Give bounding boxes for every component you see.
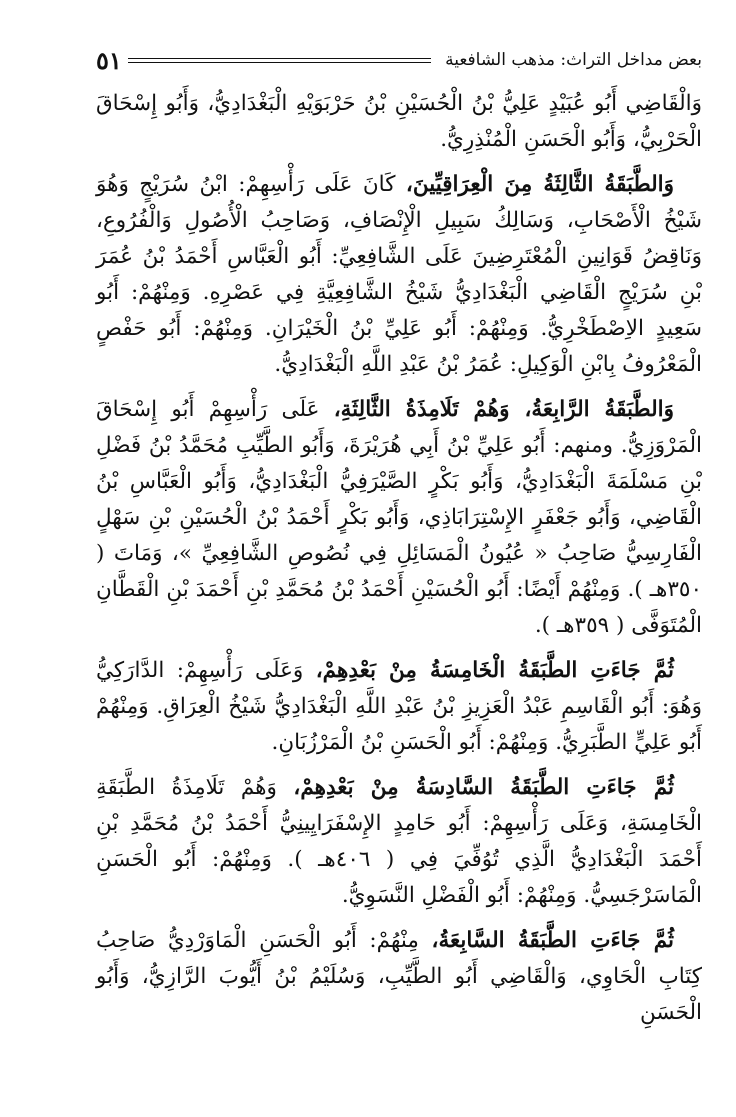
header-rule <box>128 58 431 63</box>
paragraph-2 <box>96 167 702 383</box>
paragraph-text: وَعَلَى رَأْسِهِمْ: الدَّارَكِيُّ وَهُوَ: أَبُو الْقَاسِمِ عَبْدُ الْعَزِيزِ بْنُ عَبْدِ اللَّهِ الْبَغْدَادِيُّ شَيْخُ الْعِرَاقِ. وَمِنْهُمْ أَبُو عَلِيٍّ الطَّبَرِيُّ. وَمِنْهُمْ: أَبُو الْحَسَنِ بْنُ الْمَرْزُبَانِ. <box>96 658 702 755</box>
page-number: ٥١ <box>96 45 122 75</box>
paragraph-lead: ثُمَّ جَاءَتِ الطَّبَقَةُ السَّادِسَةُ مِنْ بَعْدِهِمْ، <box>293 775 674 800</box>
paragraph-6 <box>96 923 702 1031</box>
paragraph-text: عَلَى رَأْسِهِمْ أَبُو إِسْحَاقَ الْمَرْوَزِيُّ. ومنهم: أَبُو عَلِيِّ بْنُ أَبِي هُرَيْرَةَ، وَأَبُو الطَّيِّبِ مُحَمَّدُ بْنُ فَضْلِ بْنِ مَسْلَمَةَ الْبَغْدَادِيُّ، وَأَبُو بَكْرٍ الصَّيْرَفِيُّ الْبَغْدَادِيُّ، وَأَبُو الْعَبَّاسِ بْنُ الْقَاضِي، وَأَبُو جَعْفَرٍ الإِسْتِرَابَاذِي، وَأَبُو بَكْرٍ أَحْمَدُ بْنُ الْحُسَيْنِ بْنِ سَهْلٍ الْفَارِسِيُّ صَاحِبُ « عُيُونُ الْمَسَائِلِ فِي نُصُوصِ الشَّافِعِيِّ »، وَمَاتَ ( ٣٥٠هـ ). وَمِنْهُمْ أَيْضًا: أَبُو الْحُسَيْنِ أَحْمَدُ بْنُ مُحَمَّدِ بْنِ أَحْمَدَ بْنِ الْقَطَّانِ الْمُتَوَفَّى ( ٣٥٩هـ ). <box>96 397 702 638</box>
paragraph-3 <box>96 392 702 644</box>
paragraph-lead: وَالطَّبَقَةُ الرَّابِعَةُ، وَهُمْ تَلَامِذَةُ الثَّالِثَةِ، <box>333 397 674 422</box>
paragraph-lead: ثُمَّ جَاءَتِ الطَّبَقَةُ الْخَامِسَةُ مِنْ بَعْدِهِمْ، <box>315 658 675 683</box>
page-body <box>96 86 702 1097</box>
paragraph-lead: ثُمَّ جَاءَتِ الطَّبَقَةُ السَّابِعَةُ، <box>431 928 674 953</box>
paragraph-text: كَانَ عَلَى رَأْسِهِمْ: ابْنُ سُرَيْجٍ وَهُوَ شَيْخُ الْأَصْحَابِ، وَسَالِكُ سَبِيلِ الْإِنْصَافِ، وَصَاحِبُ الْأُصُولِ وَالْفُرُوعِ، وَنَاقِضُ قَوَانِينِ الْمُعْتَرِضِينَ عَلَى الشَّافِعِيِّ: أَبُو الْعَبَّاسِ أَحْمَدُ بْنُ عُمَرَ بْنِ سُرَيْجٍ الْقَاضِي الْبَغْدَادِيُّ شَيْخُ الشَّافِعِيَّةِ فِي عَصْرِهِ. وَمِنْهُمْ: أَبُو سَعِيدٍ الاِصْطَخْرِيُّ. وَمِنْهُمْ: أَبُو عَلِيِّ بْنُ الْخَيْرَانِ. وَمِنْهُمْ: أَبُو حَفْصٍ الْمَعْرُوفُ بِابْنِ الْوَكِيلِ: عُمَرُ بْنُ عَبْدِ اللَّهِ الْبَغْدَادِيُّ. <box>96 172 702 377</box>
page-header <box>96 42 702 78</box>
paragraph-1 <box>96 86 702 158</box>
paragraph-text: وَهُمْ تَلَامِذَةُ الطَّبَقَةِ الْخَامِسَةِ، وَعَلَى رَأْسِهِمْ: أَبُو حَامِدٍ الإِسْفَرَايِينِيُّ أَحْمَدُ بْنُ مُحَمَّدِ بْنِ أَحْمَدَ الْبَغْدَادِيُّ الَّذِي تُوُفِّيَ فِي ( ٤٠٦هـ ). وَمِنْهُمْ: أَبُو الْحَسَنِ الْمَاسَرْجَسِيُّ. وَمِنْهُمْ: أَبُو الْفَضْلِ النَّسَوِيُّ. <box>96 775 703 908</box>
paragraph-5 <box>96 770 702 914</box>
paragraph-lead: وَالطَّبَقَةُ الثَّالِثَةُ مِنَ الْعِرَاقِيِّينَ، <box>405 172 674 197</box>
paragraph-text: وَالْقَاضِي أَبُو عُبَيْدٍ عَلِيُّ بْنُ الْحُسَيْنِ بْنُ حَرْبَوَيْهِ الْبَغْدَادِيُّ، وَأَبُو إِسْحَاقَ الْحَرْبِيُّ، وَأَبُو الْحَسَنِ الْمُنْذِرِيُّ. <box>96 91 702 152</box>
running-title: بعض مداخل التراث: مذهب الشافعية <box>445 50 702 70</box>
paragraph-4 <box>96 653 702 761</box>
paragraph-text: مِنْهُمْ: أَبُو الْحَسَنِ الْمَاوَرْدِيُّ صَاحِبُ كِتَابِ الْحَاوِي، وَالْقَاضِي أَبُو الطَّيِّبِ، وَسُلَيْمُ بْنُ أَيُّوبَ الرَّازِيُّ، وَأَبُو الْحَسَنِ <box>96 928 702 1025</box>
